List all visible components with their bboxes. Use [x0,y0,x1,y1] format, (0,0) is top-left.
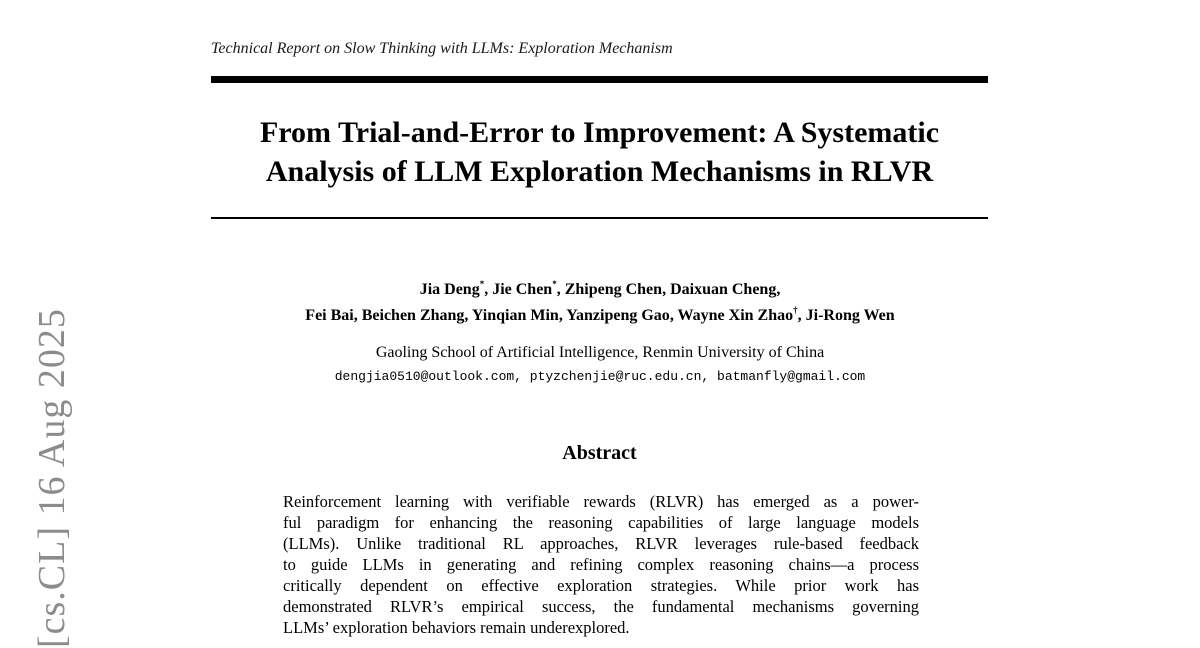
author-name: Ji-Rong Wen [805,307,895,324]
abstract-heading: Abstract [562,442,637,464]
affiliation: Gaoling School of Artificial Intelligence, Renmin University of China [375,344,825,361]
author-name: Jia Deng [419,281,480,298]
author-name: Fei Bai [305,307,354,324]
abstract-line: (LLMs). Unlike traditional RL approaches, RLVR leverages rule-based feedback [283,534,919,553]
author-mark: * [479,279,485,289]
abstract-body [283,491,919,638]
author-line-1: Jia Deng*, Jie Chen*, Zhipeng Chen, Daixuan Cheng, [419,279,781,298]
abstract-line: LLMs’ exploration behaviors remain underexplored. [283,618,630,637]
title-rule [211,217,988,219]
title-line-2: Analysis of LLM Exploration Mechanisms in RLVR [265,155,934,188]
abstract-line: to guide LLMs in generating and refining complex reasoning chains—a process [283,555,919,574]
author-name: Zhipeng Chen [564,281,663,298]
abstract-line: critically dependent on effective exploration strategies. While prior work has [283,576,919,595]
abstract-line: demonstrated RLVR’s empirical success, the fundamental mechanisms governing [283,597,919,616]
top-rule [211,76,988,83]
title-line-1: From Trial-and-Error to Improvement: A Systematic [259,116,940,149]
author-name: Yinqian Min [471,307,559,324]
author-mark: † [793,305,798,315]
author-name: Beichen Zhang [361,307,465,324]
author-name: Yanzipeng Gao [566,307,670,324]
paper-title [211,113,988,191]
arxiv-stamp: [cs.CL] 16 Aug 2025 [31,308,73,648]
author-name: Wayne Xin Zhao [677,307,794,324]
author-mark: * [552,279,557,289]
author-name: Jie Chen [492,281,553,298]
author-list [180,274,1020,326]
abstract-line: ful paradigm for enhancing the reasoning capabilities of large language models [283,513,919,532]
author-emails: dengjia0510@outlook.com, ptyzchenjie@ruc.edu.cn, batmanfly@gmail.com [334,369,866,384]
author-line-2: Fei Bai, Beichen Zhang, Yinqian Min, Yanzipeng Gao, Wayne Xin Zhao†, Ji-Rong Wen [305,305,895,324]
running-header: Technical Report on Slow Thinking with LLMs: Exploration Mechanism [211,40,673,57]
author-name: Daixuan Cheng [670,281,777,298]
abstract-line: Reinforcement learning with verifiable rewards (RLVR) has emerged as a power- [283,492,919,511]
